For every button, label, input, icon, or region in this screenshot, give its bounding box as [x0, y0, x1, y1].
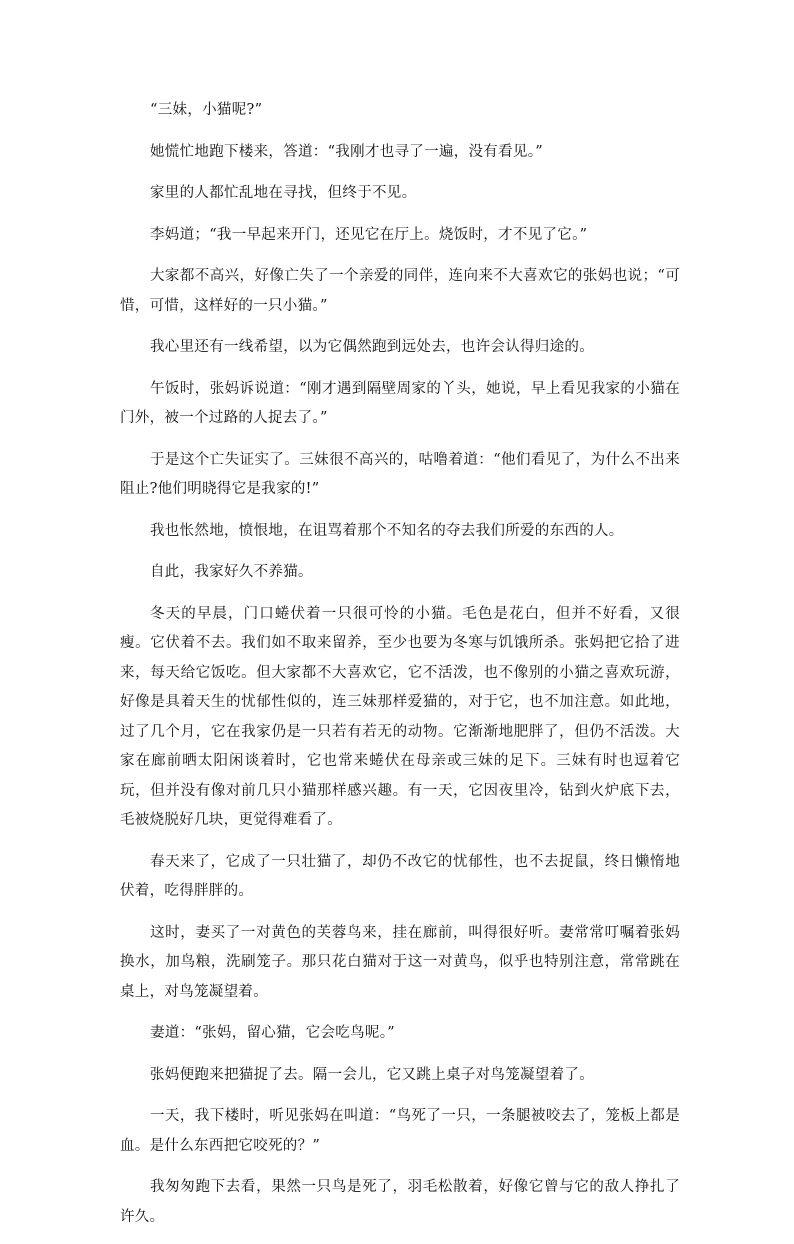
paragraph: 我也怅然地，愤恨地，在诅骂着那个不知名的夺去我们所爱的东西的人。 [150, 522, 624, 539]
paragraph: 春天来了，它成了一只壮猫了，却仍不改它的忧郁性，也不去捉鼠，终日懒惰地伏着，吃得胖胖的。 [120, 853, 680, 899]
paragraph: 李妈道；“我一早起来开门，还见它在厅上。烧饭时，才不见了它。” [150, 226, 588, 243]
paragraph: 我匆匆跑下去看，果然一只鸟是死了，羽毛松散着，好像它曾与它的敌人挣扎了许久。 [120, 1179, 680, 1225]
paragraph: 我心里还有一线希望，以为它偶然跑到远处去，也许会认得归途的。 [150, 339, 594, 355]
paragraph: 自此，我家好久不养猫。 [150, 564, 313, 580]
paragraph: 这时，妻买了一对黄色的芙蓉鸟来，挂在廊前，叫得很好听。妻常常叮嘱着张妈换水，加鸟粮，洗刷笼子。那只花白猫对于这一对黄鸟，似乎也特别注意，常常跳在桌上，对鸟笼凝望着。 [120, 924, 680, 1000]
paragraph: 妻道：“张妈，留心猫，它会吃鸟呢。” [150, 1025, 395, 1041]
document-body [120, 96, 680, 1244]
paragraph: 家里的人都忙乱地在寻找，但终于不见。 [150, 185, 417, 201]
paragraph: 大家都不高兴，好像亡失了一个亲爱的同伴，连向来不大喜欢它的张妈也说；“可惜，可惜，这样好的一只小猫。” [120, 268, 680, 314]
paragraph: 她慌忙地跑下楼来，答道：“我刚才也寻了一遍，没有看见。” [150, 143, 543, 160]
paragraph: “三妹，小猫呢?” [150, 102, 263, 118]
paragraph: 于是这个亡失证实了。三妹很不高兴的，咕噜着道：“他们看见了，为什么不出来阻止?他们明晓得它是我家的!” [120, 451, 680, 497]
paragraph: 午饭时，张妈诉说道：“刚才遇到隔壁周家的丫头，她说，早上看见我家的小猫在门外，被一个过路的人捉去了。” [120, 380, 680, 426]
paragraph: 冬天的早晨，门口蜷伏着一只很可怜的小猫。毛色是花白，但并不好看，又很瘦。它伏着不去。我们如不取来留养，至少也要为冬寒与饥饿所杀。张妈把它拾了进来，每天给它饭吃。但大家都不大喜欢它，它不活泼，也不像别的小猫之喜欢玩游，好像是具着天生的忧郁性似的，连三妹那样爱猫的，对于它，也不加注意。如此地，过了几个月，它在我家仍是一只若有若无的动物。它渐渐地肥胖了，但仍不活泼。大家在廊前晒太阳闲谈着时，它也常来蜷伏在母亲或三妹的足下。三妹有时也逗着它玩，但并没有像对前几只小猫那样感兴趣。有一天，它因夜里冷，钻到火炉底下去，毛被烧脱好几块，更觉得难看了。 [120, 605, 680, 828]
paragraph: 一天，我下楼时，听见张妈在叫道：“鸟死了一只，一条腿被咬去了，笼板上都是血。是什么东西把它咬死的？” [120, 1108, 680, 1154]
paragraph: 张妈便跑来把猫捉了去。隔一会儿，它又跳上桌子对鸟笼凝望着了。 [150, 1066, 594, 1083]
